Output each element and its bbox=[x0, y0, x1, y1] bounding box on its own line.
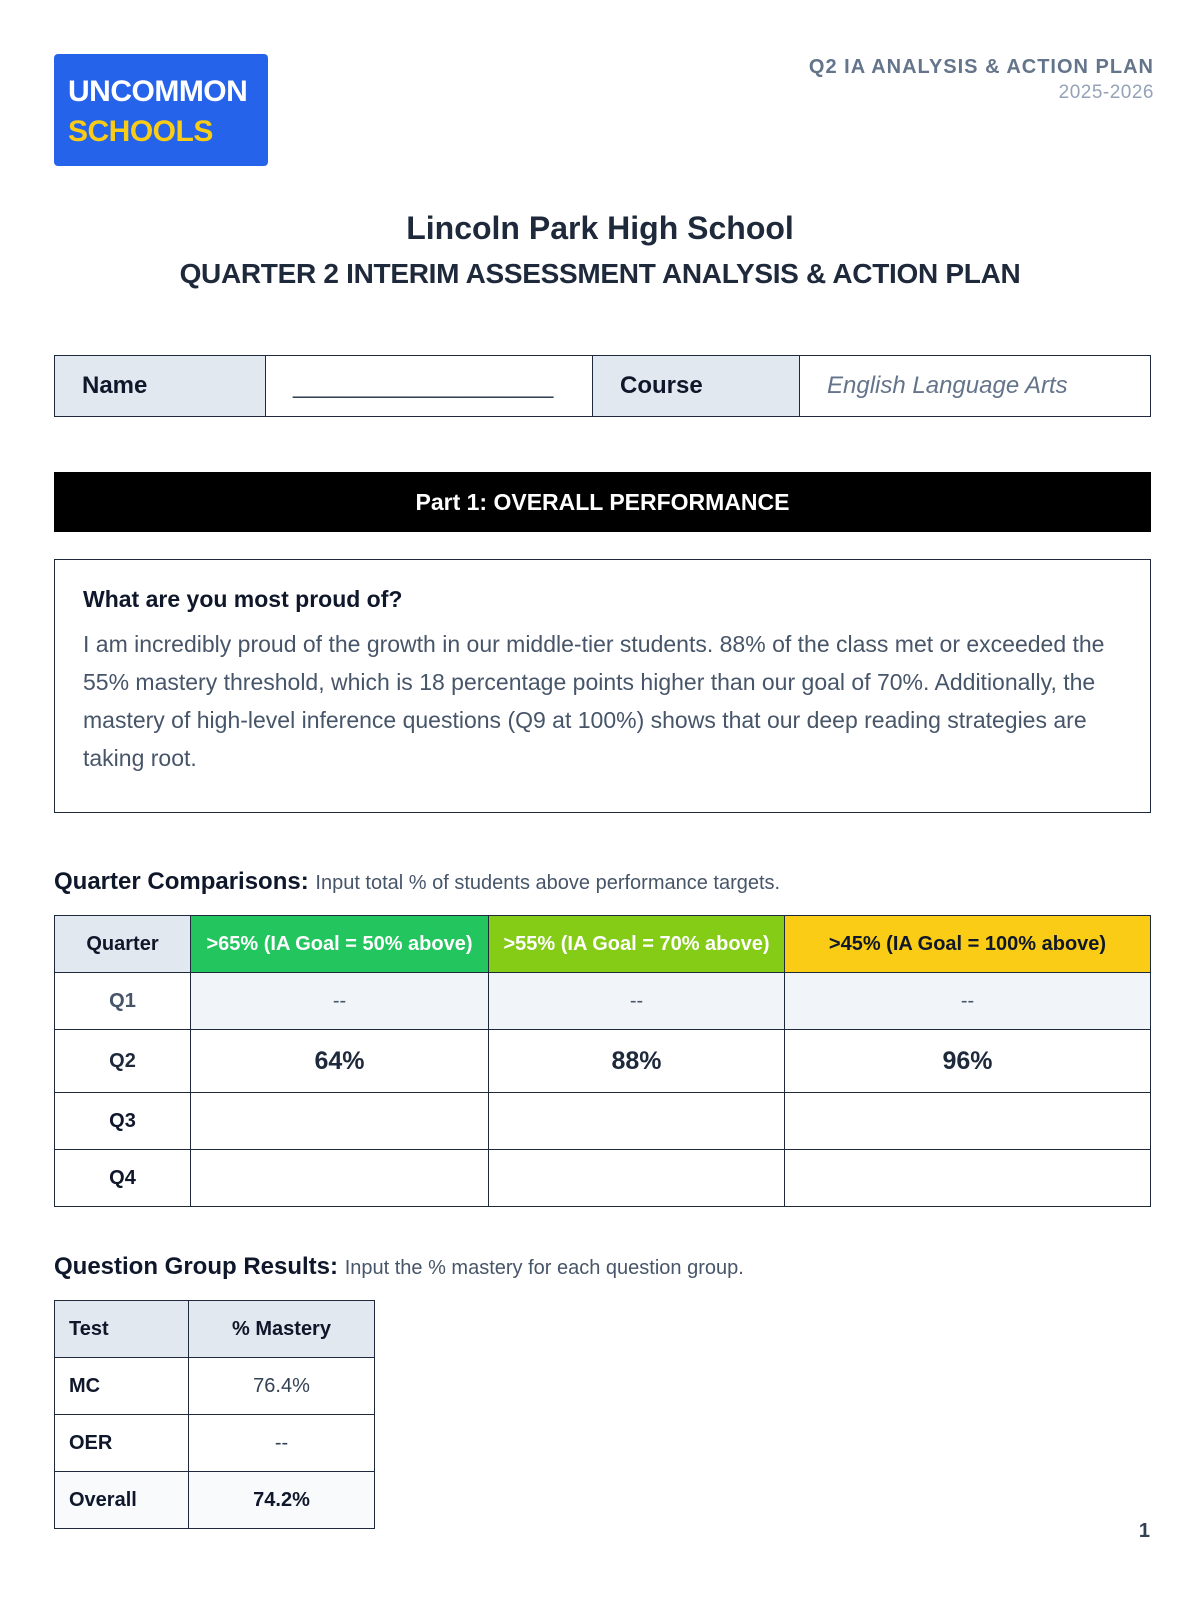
row-label-q2: Q2 bbox=[55, 1030, 191, 1093]
table-cell[interactable]: 74.2% bbox=[189, 1472, 375, 1529]
row-label-overall: Overall bbox=[55, 1472, 189, 1529]
school-year: 2025-2026 bbox=[1058, 82, 1154, 103]
table-cell[interactable] bbox=[489, 1150, 785, 1207]
question-groups-heading bbox=[54, 1253, 744, 1281]
logo bbox=[54, 54, 268, 166]
table-cell[interactable]: -- bbox=[191, 973, 489, 1030]
table-cell[interactable]: -- bbox=[189, 1415, 375, 1472]
proud-answer[interactable]: I am incredibly proud of the growth in our middle-tier students. 88% of the class met or exceeded the 55% mastery threshold, which is 18 percentage points higher than our goal of 70%. Additionally, the mastery of high-level inference questions (Q9 at 100%) shows that our deep reading strategies are taking root. bbox=[83, 631, 1105, 771]
table-row bbox=[55, 973, 1151, 1030]
course-field[interactable]: English Language Arts bbox=[800, 356, 1151, 417]
table-row bbox=[55, 1472, 375, 1529]
document-label bbox=[809, 54, 1154, 106]
document-title: Q2 IA ANALYSIS & ACTION PLAN bbox=[808, 56, 1154, 78]
column-header-mastery: % Mastery bbox=[189, 1301, 375, 1358]
row-label-oer: OER bbox=[55, 1415, 189, 1472]
name-field[interactable]: _____________________ bbox=[266, 356, 593, 417]
question-groups-title: Question Group Results: bbox=[54, 1253, 339, 1280]
table-cell[interactable]: 64% bbox=[191, 1030, 489, 1093]
logo-line-2: SCHOOLS bbox=[68, 115, 213, 148]
table-cell[interactable] bbox=[489, 1093, 785, 1150]
part-1-header: Part 1: OVERALL PERFORMANCE bbox=[54, 472, 1151, 532]
row-label-q4: Q4 bbox=[55, 1150, 191, 1207]
quarter-comparisons-table bbox=[54, 915, 1151, 1207]
table-row bbox=[55, 1030, 1151, 1093]
row-label-q3: Q3 bbox=[55, 1093, 191, 1150]
table-row bbox=[55, 1150, 1151, 1207]
table-row bbox=[55, 1358, 375, 1415]
row-label-mc: MC bbox=[55, 1358, 189, 1415]
logo-line-1: UNCOMMON bbox=[68, 75, 248, 108]
page-number: 1 bbox=[1138, 1520, 1150, 1542]
quarter-comparisons-heading bbox=[54, 868, 780, 896]
page-title: QUARTER 2 INTERIM ASSESSMENT ANALYSIS & ACTION PLAN bbox=[179, 258, 1021, 289]
table-cell[interactable]: 96% bbox=[785, 1030, 1151, 1093]
column-header-55: >55% (IA Goal = 70% above) bbox=[489, 916, 785, 973]
name-label: Name bbox=[55, 356, 266, 417]
column-header-test: Test bbox=[55, 1301, 189, 1358]
table-cell[interactable]: -- bbox=[489, 973, 785, 1030]
info-table bbox=[54, 355, 1151, 417]
table-cell[interactable] bbox=[191, 1093, 489, 1150]
table-cell[interactable]: 88% bbox=[489, 1030, 785, 1093]
table-row bbox=[55, 1093, 1151, 1150]
question-groups-description: Input the % mastery for each question group. bbox=[344, 1257, 744, 1279]
table-cell[interactable] bbox=[785, 1150, 1151, 1207]
question-groups-table bbox=[54, 1300, 375, 1529]
course-label: Course bbox=[593, 356, 800, 417]
proud-question: What are you most proud of? bbox=[83, 586, 403, 612]
row-label-q1: Q1 bbox=[55, 973, 191, 1030]
proud-section bbox=[54, 559, 1151, 813]
column-header-quarter: Quarter bbox=[55, 916, 191, 973]
school-name: Lincoln Park High School bbox=[406, 210, 794, 246]
table-cell[interactable] bbox=[785, 1093, 1151, 1150]
table-cell[interactable] bbox=[191, 1150, 489, 1207]
table-row bbox=[55, 1415, 375, 1472]
quarter-comparisons-description: Input total % of students above performance targets. bbox=[315, 872, 781, 894]
table-cell[interactable]: -- bbox=[785, 973, 1151, 1030]
quarter-comparisons-title: Quarter Comparisons: bbox=[54, 868, 309, 895]
column-header-45: >45% (IA Goal = 100% above) bbox=[785, 916, 1151, 973]
table-cell[interactable]: 76.4% bbox=[189, 1358, 375, 1415]
column-header-65: >65% (IA Goal = 50% above) bbox=[191, 916, 489, 973]
